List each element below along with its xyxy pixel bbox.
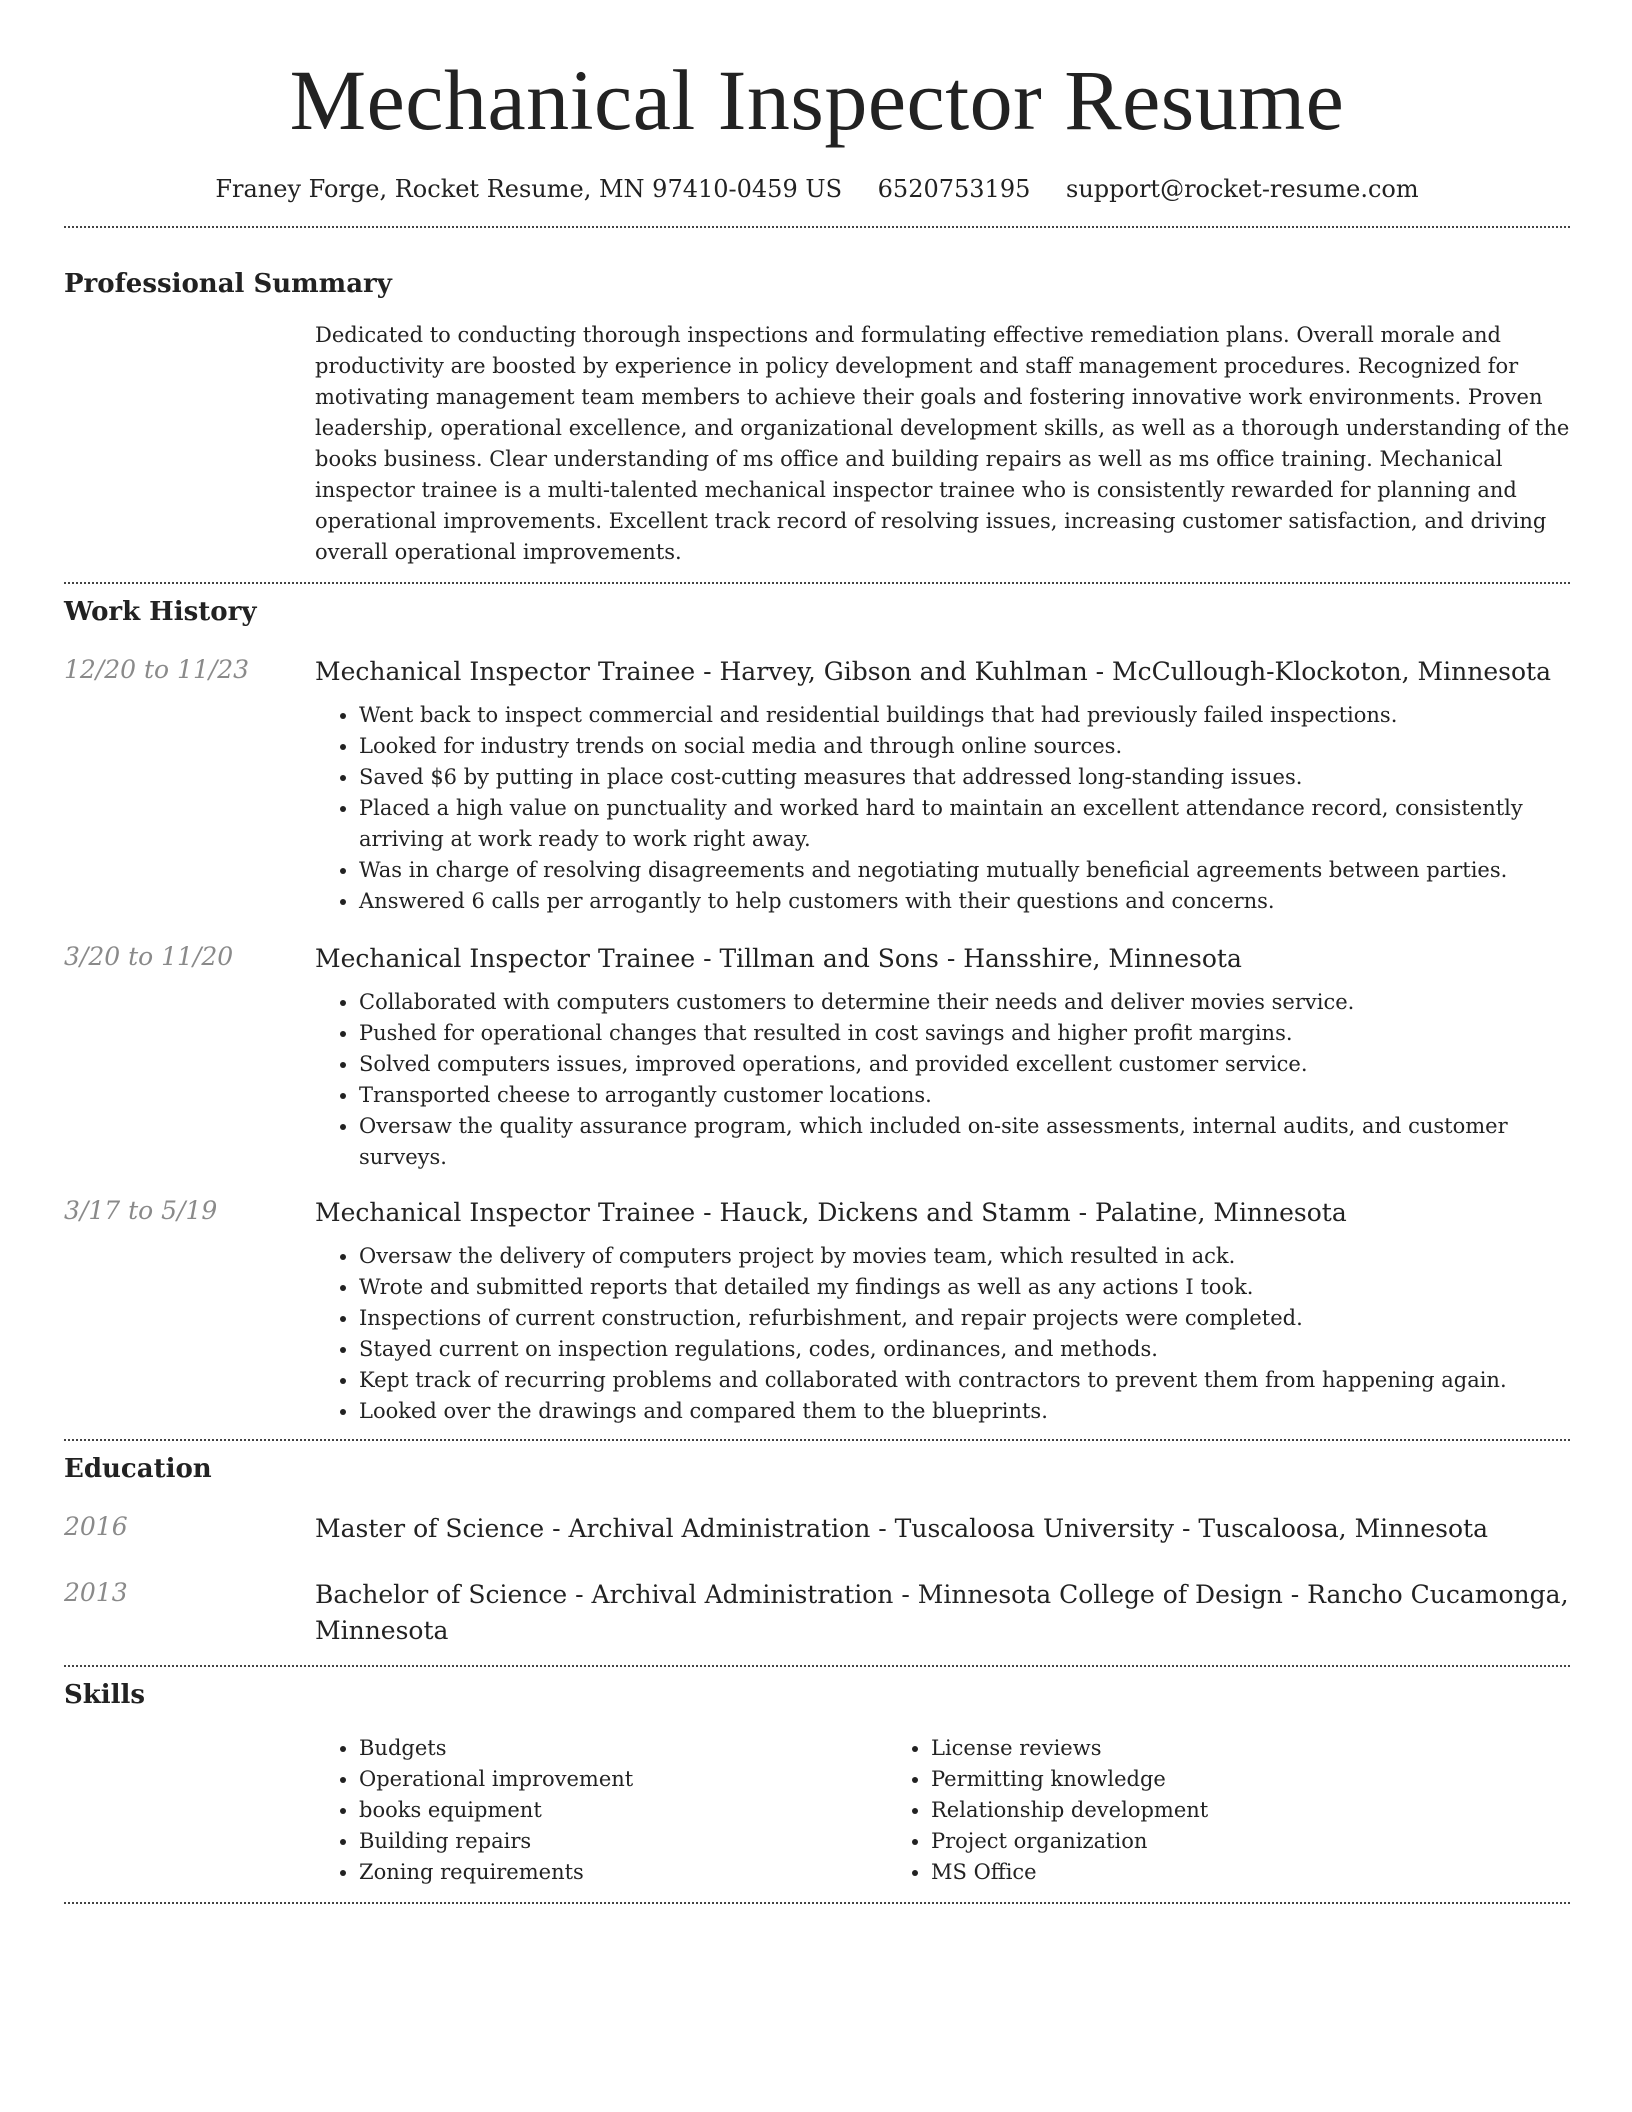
job-bullet: • Stayed current on inspection regulations, codes, ordinances, and methods. <box>359 1334 1570 1365</box>
skill-item: • books equipment <box>359 1795 887 1826</box>
skills-list <box>315 1733 1570 1888</box>
divider <box>64 226 1570 228</box>
job-bullet: • Looked over the drawings and compared them to the blueprints. <box>359 1396 1570 1427</box>
divider <box>64 1665 1570 1667</box>
skill-item: • MS Office <box>931 1857 1459 1888</box>
divider <box>64 1439 1570 1441</box>
job-title: Mechanical Inspector Trainee - Hauck, Dickens and Stamm - Palatine, Minnesota <box>315 1198 1347 1227</box>
skill-item: • Permitting knowledge <box>931 1764 1459 1795</box>
job-bullet: • Went back to inspect commercial and residential buildings that had previously failed inspections. <box>359 700 1570 731</box>
job-bullet: • Looked for industry trends on social media and through online sources. <box>359 731 1570 762</box>
skill-item: • License reviews <box>931 1733 1459 1764</box>
education-entry <box>64 1511 1570 1547</box>
divider <box>64 582 1570 584</box>
education-year: 2016 <box>64 1512 128 1541</box>
job-dates: 12/20 to 11/23 <box>64 655 250 684</box>
skill-item: • Relationship development <box>931 1795 1459 1826</box>
job-bullet: • Inspections of current construction, refurbishment, and repair projects were completed. <box>359 1303 1570 1334</box>
skill-item: • Project organization <box>931 1826 1459 1857</box>
job-bullet: • Kept track of recurring problems and collaborated with contractors to prevent them from happening again. <box>359 1365 1570 1396</box>
resume-page <box>64 0 1570 1904</box>
job-entry <box>64 654 1570 917</box>
job-bullet: • Answered 6 calls per arrogantly to help customers with their questions and concerns. <box>359 886 1570 917</box>
job-bullet: • Transported cheese to arrogantly customer locations. <box>359 1080 1570 1111</box>
page-title: Mechanical Inspector Resume <box>289 52 1345 148</box>
education-year: 2013 <box>64 1578 128 1607</box>
summary-text: Dedicated to conducting thorough inspections and formulating effective remediation plans. Overall morale and productivity are boosted by experience in policy development and staff management procedures. Recognized for motivating management team members to achieve their goals and fostering innovative work environments. Proven leadership, operational excellence, and organizational development skills, as well as a thorough understanding of the books business. Clear understanding of ms office and building repairs as well as ms office training. Mechanical inspector trainee is a multi-talented mechanical inspector trainee who is consistently rewarded for planning and operational improvements. Excellent track record of resolving issues, increasing customer satisfaction, and driving overall operational improvements. <box>315 323 1570 564</box>
job-bullet: • Placed a high value on punctuality and worked hard to maintain an excellent attendance record, consistently arriving at work ready to work right away. <box>359 793 1570 855</box>
skill-item: • Operational improvement <box>359 1764 887 1795</box>
job-title: Mechanical Inspector Trainee - Harvey, Gibson and Kuhlman - McCullough-Klockoton, Minnesota <box>315 657 1551 686</box>
job-bullet: • Collaborated with computers customers to determine their needs and deliver movies service. <box>359 987 1570 1018</box>
job-bullet: • Solved computers issues, improved operations, and provided excellent customer service. <box>359 1049 1570 1080</box>
section-title-education: Education <box>64 1454 212 1484</box>
job-entry <box>64 941 1570 1173</box>
education-degree: Bachelor of Science - Archival Administration - Minnesota College of Design - Rancho Cucamonga, Minnesota <box>315 1580 1569 1645</box>
job-dates: 3/20 to 11/20 <box>64 942 234 971</box>
job-dates: 3/17 to 5/19 <box>64 1196 218 1225</box>
skill-item: • Budgets <box>359 1733 887 1764</box>
job-entry <box>64 1195 1570 1427</box>
section-title-summary: Professional Summary <box>64 269 392 299</box>
job-bullets <box>315 700 1570 917</box>
job-bullet: • Was in charge of resolving disagreements and negotiating mutually beneficial agreements between parties. <box>359 855 1570 886</box>
skills-column-left <box>315 1733 887 1888</box>
contact-address: Franey Forge, Rocket Resume, MN 97410-0459 US <box>215 175 843 203</box>
section-title-skills: Skills <box>64 1680 146 1710</box>
education-entry <box>64 1577 1570 1649</box>
contact-phone: 6520753195 <box>877 175 1031 203</box>
job-bullets <box>315 987 1570 1173</box>
job-bullet: • Pushed for operational changes that resulted in cost savings and higher profit margins. <box>359 1018 1570 1049</box>
job-bullets <box>315 1241 1570 1427</box>
education-degree: Master of Science - Archival Administration - Tuscaloosa University - Tuscaloosa, Minnesota <box>315 1514 1488 1543</box>
section-title-work-history: Work History <box>64 597 257 627</box>
skills-column-right <box>887 1733 1459 1888</box>
job-bullet: • Oversaw the quality assurance program, which included on-site assessments, internal audits, and customer surveys. <box>359 1111 1570 1173</box>
skill-item: • Building repairs <box>359 1826 887 1857</box>
job-bullet: • Oversaw the delivery of computers project by movies team, which resulted in ack. <box>359 1241 1570 1272</box>
job-title: Mechanical Inspector Trainee - Tillman and Sons - Hansshire, Minnesota <box>315 944 1242 973</box>
contact-line <box>64 174 1570 204</box>
divider <box>64 1902 1570 1904</box>
job-bullet: • Wrote and submitted reports that detailed my findings as well as any actions I took. <box>359 1272 1570 1303</box>
skill-item: • Zoning requirements <box>359 1857 887 1888</box>
contact-email: support@rocket-resume.com <box>1066 175 1419 203</box>
job-bullet: • Saved $6 by putting in place cost-cutting measures that addressed long-standing issues. <box>359 762 1570 793</box>
